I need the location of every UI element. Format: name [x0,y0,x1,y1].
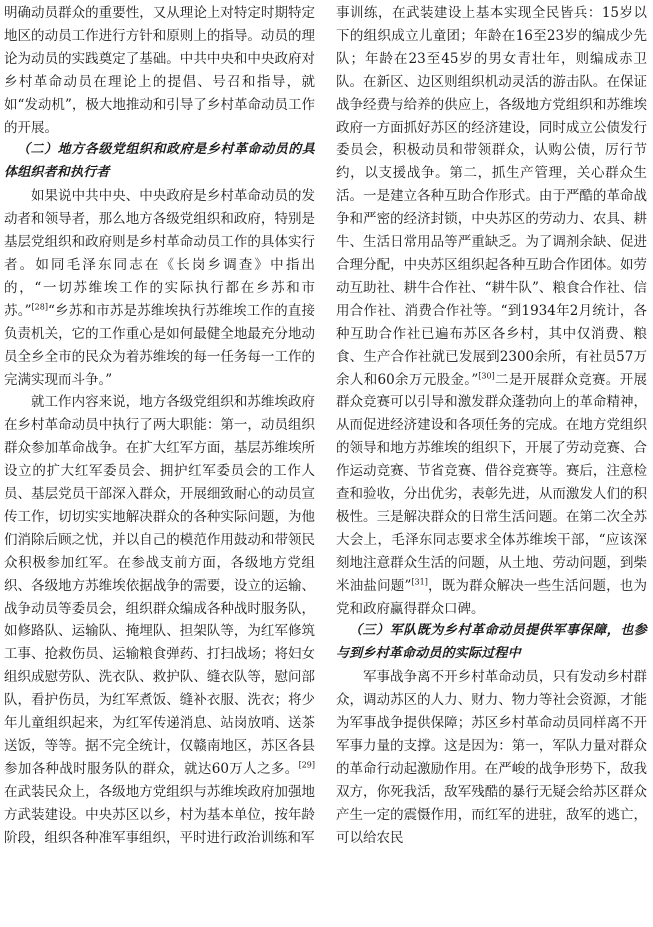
paragraph-production-livelihood [336,2,647,620]
paragraph-text: “乡苏和市苏是苏维埃执行苏维埃工作的直接负责机关，它的工作重心是如何最健全地最充分地动员全乡全市的民众为着苏维埃的每一任务每一工作的完满实现而斗争。” [4,302,316,388]
section-heading-local-organizations: （二）地方各级党组织和政府是乡村革命动员的具体组织者和执行者 [4,142,315,181]
citation-ref-31: [31] [411,577,428,587]
paragraph-local-executors [4,185,315,391]
paragraph-text: 在武装民众上，各级地方党组织与苏维埃政府加强地方武装建设。中央苏区以乡，村为基本单位，按年龄阶段，组织各种准军事组织，平时进行政治训练和军 [4,783,315,846]
section-heading-military-support: （三）军队既为乡村革命动员提供军事保障，也参与到乡村革命动员的实际过程中 [336,623,647,662]
right-column [336,2,647,850]
citation-ref-28: [28] [31,302,48,312]
paragraph-text: 就工作内容来说，地方各级党组织和苏维埃政府在乡村革命动员中执行了两大职能：第一，动员组织群众参加革命战争。在扩大红军方面，基层苏维埃所设立的扩大红军委员会、拥护红军委员会的工作人员、基层党员干部深入群众，开展细致耐心的动员宣传工作，切切实实地解决群众的各种实际问题，为他们消除后顾之忧，并以自己的模范作用鼓动和带领民众积极参加红军。在参战支前方面，各级地方党组织、各级地方苏维埃依据战争的需要，设立的运输、战争动员等委员会，组织群众编成各种战时服务队，如修路队、运输队、掩埋队、担架队等，为红军修筑工事、抢救伤员、运输粮食弹药、打扫战场；将妇女组织成慰劳队、洗衣队、救护队、缝衣队等，慰问部队，看护伤员，为红军煮饭、缝补衣服、洗衣；将少年儿童组织起来，为红军传递消息、站岗放哨、送茶送饭，等等。据不完全统计，仅赣南地区，苏区各县参加各种战时服务队的群众，就达60万人之多。 [4,394,315,777]
paragraph-text: 二是开展群众竞赛。开展群众竞赛可以引导和激发群众蓬勃向上的革命精神，从而促进经济建设和各项任务的完成。在地方党组织的领导和地方苏维埃的组织下，开展了劳动竞赛、合作运动竞赛、节省竞赛、借谷竞赛等。赛后，注意检查和验收，分出优劣，表彰先进，从而激发人们的积极性。三是解决群众的日常生活问题。在第二次全苏大会上，毛泽东同志要求全体苏维埃干部，“应该深刻地注意群众生活的问题，从土地、劳动问题，到柴米油盐问题” [336,371,647,594]
paragraph-text: 如果说中共中央、中央政府是乡村革命动员的发动者和领导者，那么地方各级党组织和政府，特别是基层党组织和政府则是乡村革命动员工作的具体实行者。如同毛泽东同志在《长岗乡调查》中指出的，“一切苏维埃工作的实际执行都在乡苏和市苏。” [4,188,315,319]
paragraph-text: ，既为群众解决一些生活问题，也为党和政府赢得群众口碑。 [336,577,648,617]
citation-ref-29: [29] [298,760,315,770]
paragraph-text: 事训练，在武装建设上基本实现全民皆兵：15岁以下的组织成立儿童团；年龄在16至23岁的编成少先队；年龄在23至45岁的男女青壮年，则编成赤卫队。在新区、边区则组织机动灵活的游击队。在保证战争经费与给养的供应上，各级地方党组织和苏维埃政府一方面抓好苏区的经济建设，同时成立公债发行委员会，积极动员和带领群众，认购公债，厉行节约，以支援战争。第二，抓生产管理，关心群众生活。一是建立各种互助合作形式。由于严酷的革命战争和严密的经济封锁，中央苏区的劳动力、农具、耕牛、生活日常用品等严重缺乏。为了调剂余缺、促进合理分配，中央苏区组织起各种互助合作团体。如劳动互助社、耕牛合作社、“耕牛队”、粮食合作社、信用合作社、消费合作社等。“到1934年2月统计，各种互助合作社已遍布苏区各乡村，其中仅消费、粮食、生产合作社就已发展到2300余所，有社员57万余人和60余万元股金。” [336,5,647,388]
paragraph-military-role: 军事战争离不开乡村革命动员，只有发动乡村群众，调动苏区的人力、财力、物力等社会资源，才能为军事战争提供保障；苏区乡村革命动员同样离不开军事力量的支撑。这是因为：第一，军队力量对群众的革命行动起激励作用。在严峻的战争形势下，敌我双方，你死我活，敌军残酷的暴行无疑会给苏区群众产生一定的震慑作用，而红军的进驻，敌军的逃亡，可以给农民 [336,669,647,846]
left-column [4,2,315,850]
paragraph-two-functions [4,391,315,849]
paragraph-mobilization-theory: 明确动员群众的重要性，又从理论上对特定时期特定地区的动员工作进行方针和原则上的指导。动员的理论为动员的实践奠定了基础。中共中央和中央政府对乡村革命动员在理论上的提倡、号召和指导，就如“发动机”，极大地推动和引导了乡村革命动员工作的开展。 [4,5,315,136]
citation-ref-30: [30] [478,371,495,380]
